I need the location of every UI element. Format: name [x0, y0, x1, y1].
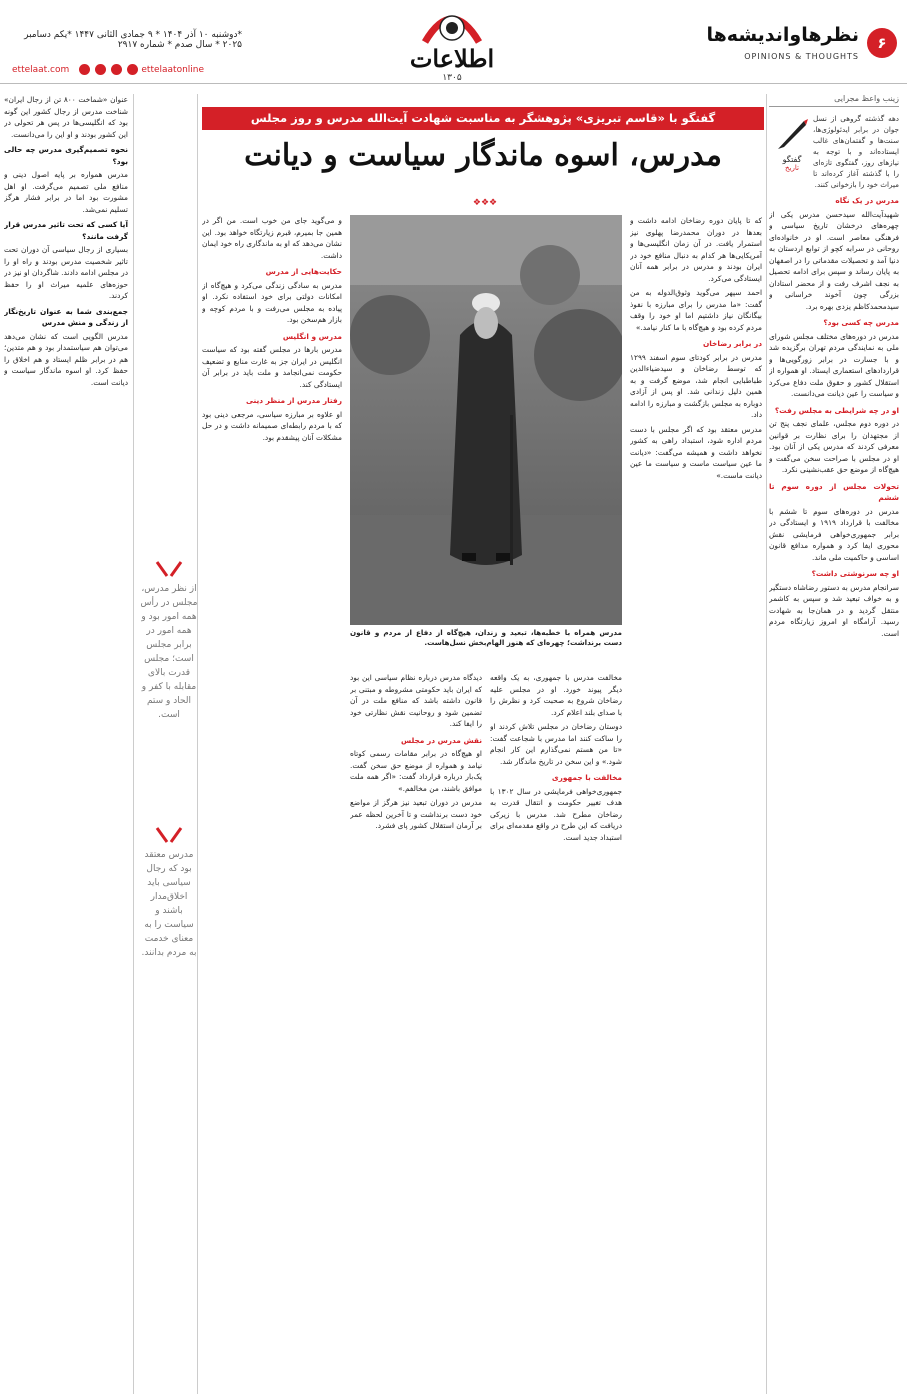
sidebar-tag-subtitle: تاریخ: [785, 164, 799, 172]
social-links: [12, 64, 252, 75]
pull-quote-text: از نظر مدرس، مجلس در رأس همه امور بود و همه امور در برابر مجلس است؛ مجلس قدرت بالای مقابله با کفر و الحاد و ستم است.: [140, 584, 198, 720]
article-paragraph: جمهوری‌خواهی فرمایشی در سال ۱۳۰۲ با هدف تغییر حکومت و انتقال قدرت به رضاخان مطرح شد. مدرس با زیرکی دریافت که این طرح در واقع مقدمه‌ای برای استبداد جدید است.: [490, 786, 622, 842]
sidebar-subhead: او چه سرنوشتی داشت؟: [811, 569, 899, 578]
photo-caption: مدرس همراه با خطبه‌ها، تبعید و زندان، هیچ‌گاه از دفاع از مردم و قانون دست برنداشت؛ چهره‌ای که هنوز الهام‌بخش نسل‌هاست.: [350, 628, 622, 647]
pull-quote: [140, 560, 198, 722]
instagram-icon[interactable]: [79, 64, 90, 75]
article-subhead: مدرس و انگلیس: [282, 331, 342, 341]
pull-quote-text: مدرس معتقد بود که رجال سیاسی باید اخلاق‌مدار باشند و سیاست را به معنای خدمت به مردم بدانند.: [141, 850, 197, 958]
article-subhead: حکایت‌هایی از مدرس: [265, 267, 342, 276]
masthead-name: اطلاعات: [409, 44, 495, 73]
page-number-badge: ۶: [867, 28, 897, 58]
ornament-divider: ❖❖❖: [472, 198, 498, 208]
pull-quote: [140, 826, 198, 960]
section-subtitle: OPINIONS & THOUGHTS: [744, 52, 859, 61]
sidebar-intro-text: دهه‌ گذشته گروهی از نسل جوان در برابر ایدئولوژی‌ها، سنت‌ها و گفتمان‌های غالب ایستاده‌اند و با توجه به نیازهای روز، گفتگوی تازه‌ای را با گذشته آغاز کرده‌اند تا میراث خود را بازخوانی کنند.: [813, 114, 899, 189]
youtube-icon[interactable]: [127, 64, 138, 75]
issue-date-line: *دوشنبه ۱۰ آذر ۱۴۰۴ * ۹ جمادی الثانی ۱۴۴۷ *یکم دسامبر ۲۰۲۵ * سال صدم * شماره ۲۹۱۷: [24, 30, 242, 50]
article-subhead: در برابر رضاخان: [702, 339, 762, 348]
sidebar-subhead: مدرس چه کسی بود؟: [823, 318, 899, 327]
quote-mark-icon: [155, 826, 183, 844]
website-link[interactable]: ettelaat.com: [12, 65, 70, 75]
sidebar-intro: [769, 113, 899, 190]
sidebar-subhead: تحولات مجلس از دوره سوم تا ششم: [769, 481, 899, 502]
sidebar-tag-title: گفتگو: [782, 155, 802, 164]
article-paragraph: مدرس در دوران تبعید نیز هرگز از مواضع خود دست برنداشت و تا آخرین لحظه عمر بر آرمان استقلال کشور پای فشرد.: [350, 798, 482, 830]
article-kicker: گفتگو با «قاسم تبریزی» پژوهشگر به مناسبت شهادت آیت‌الله مدرس و روز مجلس: [202, 107, 764, 130]
article-paragraph: او هیچ‌گاه در برابر مقامات رسمی کوتاه نیامد و همواره از موضع حق سخن گفت. یک‌بار درباره قرارداد گفت: «اگر همه ملت موافق باشند، من مخالفم.»: [350, 749, 482, 793]
column-divider: [766, 94, 767, 1394]
article-column-3: [350, 672, 482, 1395]
sidebar-subhead: او در چه شرایطی به مجلس رفت؟: [774, 405, 899, 415]
article-column-1: [630, 215, 762, 1395]
article-paragraph: مخالفت مدرس با جمهوری، به یک واقعه دیگر پیوند خورد. او در مجلس علیه رضاخان شروع به صحبت کرد و نظرش را با صدای بلند اعلام کرد.: [490, 673, 622, 717]
sidebar-paragraph: شهیدآیت‌الله سیدحسن مدرس یکی از چهره‌های درخشان تاریخ سیاسی و فرهنگی معاصر است. او در خانواده‌ای روحانی در سرابه کچو از توابع اردستان به دنیا آمد و تحصیلات مقدماتی را در اصفهان به پایان رساند و سپس برای ادامه تحصیل به نجف اشرف رفت و از محضر استادان بزرگی چون آخوند خراسانی و سیدمحمدکاظم یزدی بهره برد.: [769, 209, 899, 311]
article-paragraph: او علاوه بر مبارزه سیاسی، مرجعی دینی بود که با مردم رابطه‌ای صمیمانه داشت و در حل مشکلات آنان پیشقدم بود.: [202, 409, 342, 442]
twitter-icon[interactable]: [111, 64, 122, 75]
article-subhead: نقش مدرس در مجلس: [401, 735, 482, 745]
continuation-subhead: آیا کسی که تحت تاثیر مدرس قرار گرفت مانند؟: [4, 220, 128, 241]
article-paragraph: که تا پایان دوره رضاخان ادامه داشت و بعدها در دوران محمدرضا پهلوی نیز استمرار یافت. در آن زمان انگلیسی‌ها و آمریکایی‌ها هر کدام به دنبال منافع خود در ایران بودند و مدرس در برابر همه آنان ایستادگی می‌کرد.: [630, 216, 762, 283]
column-divider: [133, 94, 134, 1394]
article-subhead: مخالفت با جمهوری: [551, 773, 622, 782]
article-paragraph: دیدگاه مدرس درباره نظام سیاسی این بود که ایران باید حکومتی مشروطه و مبتنی بر قانون داشته باشد که منافع ملت در آن تضمین شود و روحانیت نقش نظارتی خود را ایفا کند.: [350, 673, 482, 728]
telegram-icon[interactable]: [95, 64, 106, 75]
article-subhead: رفتار مدرس از منظر دینی: [246, 396, 342, 405]
continuation-paragraph: بسیاری از رجال سیاسی آن دوران تحت تاثیر شخصیت مدرس بودند و راه او را در مجلس ادامه دادند. شاگردان او نیز در حوزه‌های علمیه میراث او را حفظ کردند.: [4, 245, 128, 300]
page-header: [0, 0, 907, 84]
continuation-paragraph: مدرس الگویی است که نشان می‌دهد می‌توان هم سیاستمدار بود و هم متدین؛ هم در برابر ظلم ایستاد و هم اخلاق را حفظ کرد. او اسوه ماندگار سیاست و دیانت است.: [4, 331, 128, 387]
continuation-column: [4, 94, 128, 1394]
article-paragraph: دوستان رضاخان در مجلس تلاش کردند او را ساکت کنند اما مدرس با شجاعت گفت: «تا من هستم نمی‌گذارم این کار انجام شود.» و این سخن در تاریخ ماندگار شد.: [490, 722, 622, 766]
article-paragraph: مدرس معتقد بود که اگر مجلس با دست مردم اداره شود، استبداد راهی به کشور نخواهد داشت و همیشه می‌گفت: «دیانت ما عین سیاست ماست و سیاست ما عین دیانت ماست.»: [630, 424, 762, 480]
article-paragraph: احمد سپهر می‌گوید وثوق‌الدوله به من گفت: «ما مدرس را برای مبارزه با نفوذ بیگانگان نیاز داشتیم اما او خود را وقف مردم کرده بود و هیچ‌گاه با ما کنار نیامد.»: [630, 288, 762, 332]
quill-icon: [774, 117, 810, 151]
sidebar-paragraph: در دوره دوم مجلس، علمای نجف پنج تن از مجتهدان را برای نظارت بر قوانین معرفی کردند که مدرس یکی از آنان بود. او در مجلس با صراحت سخن می‌گفت و هیچ‌گاه از موضع حق عقب‌نشینی نکرد.: [769, 419, 899, 474]
newspaper-masthead: [382, 2, 522, 82]
column-divider: [197, 94, 198, 1394]
article-paragraph: مدرس در برابر کودتای سوم اسفند ۱۲۹۹ که توسط رضاخان و سیدضیاءالدین طباطبایی انجام شد، موضع گرفت و به همین دلیل زندانی شد. او پس از آزادی دوباره به مجلس بازگشت و مبارزه را ادامه داد.: [630, 352, 762, 419]
article-paragraph: مدرس بارها در مجلس گفته بود که سیاست انگلیس در ایران جز به غارت منابع و تضعیف حکومت نمی‌انجامد و ملت باید در برابر آن ایستادگی کند.: [202, 345, 342, 389]
sidebar-subhead: مدرس در یک نگاه: [835, 196, 899, 205]
masthead-year: ۱۳۰۵: [442, 73, 462, 83]
social-handle[interactable]: ettelaatonline: [141, 65, 205, 75]
sidebar-body: [769, 195, 899, 639]
sidebar-tag: [771, 113, 813, 190]
continuation-subhead: نحوه تصمیم‌گیری مدرس چه حالی بود؟: [4, 145, 128, 166]
continuation-paragraph: عنوان «شماخت ۸۰۰ تن از رجال ایران» شناخت مدرس از رجال کشور این گونه بود که انگلیسی‌ها در پس هر تحولی در این کشور بودند و او این را می‌دانست.: [4, 95, 128, 139]
crest-logo-icon: [417, 2, 487, 46]
sidebar-paragraph: مدرس در دوره‌های سوم تا ششم با مخالفت با قرارداد ۱۹۱۹ و ایستادگی در برابر جمهوری‌خواهی فرمایشی نقش محوری ایفا کرد و همواره مدافع قانون اساسی و حاکمیت ملی ماند.: [769, 506, 899, 562]
article-column-4: [202, 215, 342, 1395]
quote-mark-icon: [155, 560, 183, 578]
continuation-paragraph: مدرس همواره بر پایه اصول دینی و منافع ملی تصمیم می‌گرفت. او اهل مشورت بود اما در برابر فشار هرگز تسلیم نمی‌شد.: [4, 170, 128, 214]
sidebar-paragraph: مدرس در دوره‌های مختلف مجلس شورای ملی به نمایندگی مردم تهران برگزیده شد و با جسارت در برابر زورگویی‌ها و قراردادهای استعماری ایستاد. او همواره از استقلال کشور و حقوق ملت دفاع می‌کرد و سیاست را عین دیانت می‌دانست.: [769, 331, 899, 398]
continuation-subhead: جمع‌بندی شما به عنوان تاریخ‌نگار از زندگی و منش مدرس: [4, 306, 128, 327]
article-paragraph: و می‌گوید جای من خوب است. من اگر در همین جا بمیرم، قبرم زیارتگاه خواهد بود. این نشان می‌دهد که او به ماندگاری راه خود ایمان داشت.: [202, 216, 342, 260]
sidebar-paragraph: سرانجام مدرس به دستور رضاشاه دستگیر و به خواف تبعید شد و سپس به کاشمر منتقل گردید و در همان‌جا به شهادت رسید. آرامگاه او امروز زیارتگاه مردم است.: [769, 582, 899, 638]
article-headline: مدرس، اسوه ماندگار سیاست و دیانت: [244, 138, 722, 173]
sidebar-author: زینب واعظ مجرایی: [769, 94, 899, 107]
section-title: نظرهاواندیشه‌ها: [706, 24, 859, 46]
portrait-photo: [350, 215, 622, 625]
sidebar-column: [769, 94, 899, 1394]
article-column-2: [490, 672, 622, 1395]
article-paragraph: مدرس به سادگی زندگی می‌کرد و هیچ‌گاه از امکانات دولتی برای خود استفاده نکرد. او پیاده به مجلس می‌رفت و با مردم کوچه و بازار هم‌سخن بود.: [202, 280, 342, 324]
